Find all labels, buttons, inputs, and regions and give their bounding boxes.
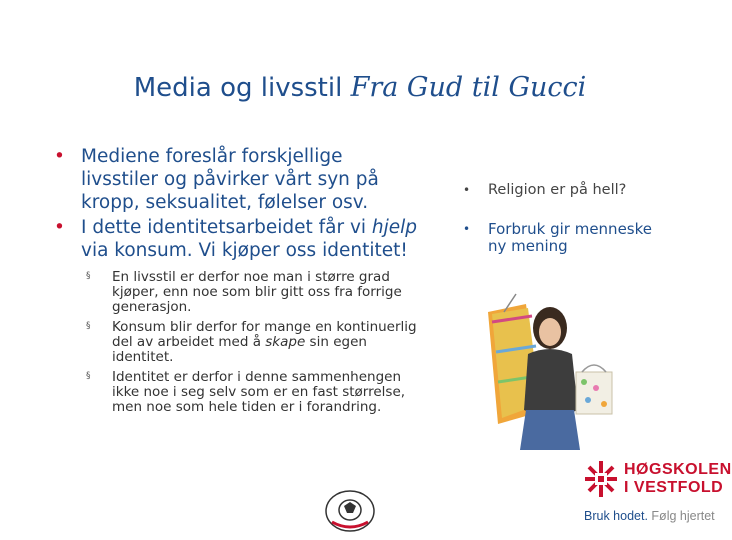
right-bullet-text: Religion er på hell? [488,182,627,198]
logo-wordmark [624,461,732,497]
bullet-text-pre: I dette identitetsarbeidet får vi [81,217,372,238]
bullet-dot-icon: • [54,146,65,167]
college-emblem-icon [582,458,620,500]
bullet-dot-icon: • [463,222,471,236]
hogskolen-logo [580,458,732,540]
sub-bullet-item [84,270,424,315]
bullet-dot-icon: • [463,183,471,197]
bullet-item [54,145,424,214]
sub-bullet-text-pre: Konsum blir derfor for mange en kontinuerlig del av arbeidet med å [112,319,417,350]
right-bullet-item [460,182,675,199]
bullet-text-emphasis: hjelp [371,217,418,238]
logo-line1: HØGSKOLEN [624,461,732,478]
sub-bullet-text: En livsstil er derfor noe man i større grad kjøper, enn noe som blir gitt oss fra forrige generasjon. [112,269,402,315]
kickoff-stamp-icon [322,488,378,534]
logo-line2: I VESTFOLD [624,479,724,496]
right-column [460,182,675,255]
square-bullet-icon: § [86,271,91,281]
bullet-dot-icon: • [54,217,65,238]
title-main: Media og livsstil [133,73,343,103]
sub-bullet-list [54,270,424,415]
bullet-text-post: via konsum. Vi kjøper oss identitet! [81,240,408,261]
bullet-text: Mediene foreslår forskjellige livsstiler og påvirker vårt syn på kropp, seksualitet, følelser osv. [81,146,379,213]
right-bullet-text: Forbruk gir menneske ny mening [488,220,652,255]
sub-bullet-text-emphasis: skape [265,334,306,350]
bullet-item [54,216,424,262]
sub-bullet-item [84,370,424,415]
square-bullet-icon: § [86,321,91,331]
left-column [54,145,424,415]
tagline-part-a: Bruk hodet. [584,509,648,523]
slide-title [0,72,720,103]
sub-bullet-text-post: sin egen identitet. [112,334,367,365]
title-subtitle: Fra Gud til Gucci [350,72,587,103]
shopping-woman-photo [470,292,620,452]
tagline-part-b: Følg hjertet [651,509,715,523]
right-bullet-item [460,221,675,255]
sub-bullet-text: Identitet er derfor i denne sammenhengen ikke noe i seg selv som er en fast størrelse, men noe som hele tiden er i forandring. [112,369,406,415]
square-bullet-icon: § [86,371,91,381]
logo-tagline [584,509,715,523]
sub-bullet-item [84,320,424,365]
